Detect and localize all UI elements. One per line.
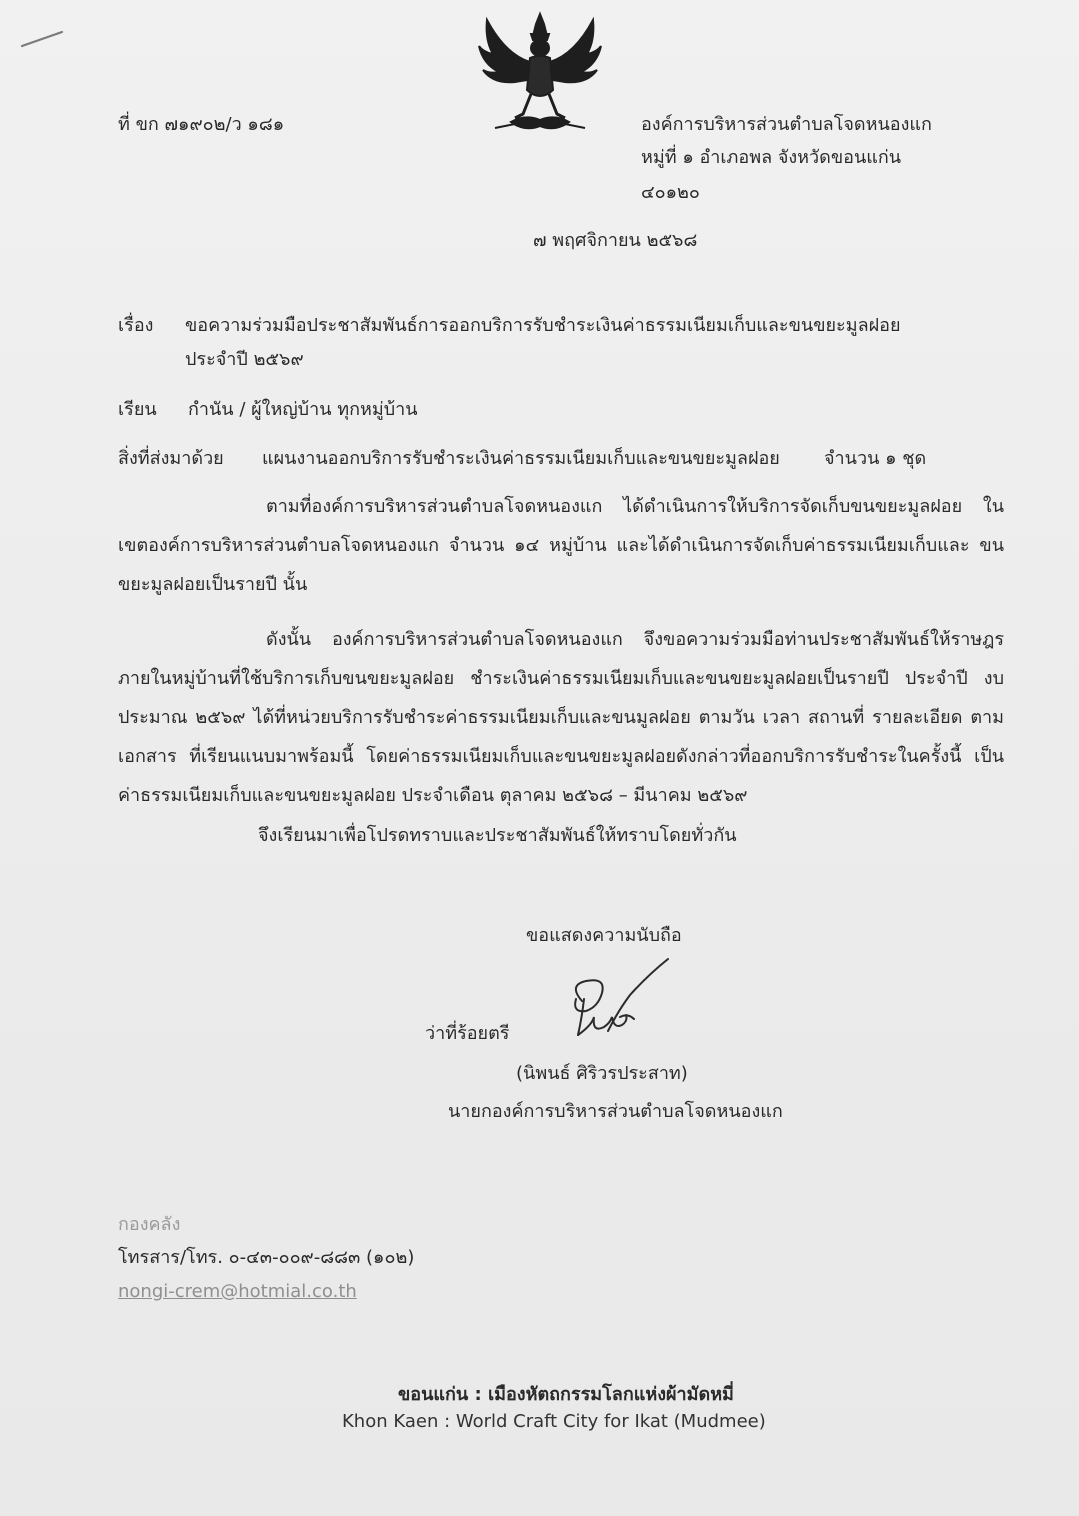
division-name: กองคลัง [118, 1214, 181, 1235]
addressee-text: กำนัน / ผู้ใหญ่บ้าน ทุกหมู่บ้าน [188, 399, 418, 420]
contact-phone: โทรสาร/โทร. ๐-๔๓-๐๐๙-๘๘๓ (๑๐๒) [118, 1247, 415, 1268]
org-address: หมู่ที่ ๑ อำเภอพล จังหวัดขอนแก่น [641, 147, 902, 168]
letter-date: ๗ พฤศจิกายน ๒๕๖๘ [533, 230, 698, 251]
addressee-label: เรียน [118, 399, 157, 420]
pen-mark-icon [18, 28, 68, 52]
garuda-emblem-icon [475, 10, 605, 138]
handwritten-signature-icon [548, 955, 678, 1050]
enclosure-quantity: จำนวน ๑ ชุด [824, 448, 927, 469]
org-name: องค์การบริหารส่วนตำบลโจดหนองแก [641, 114, 932, 135]
body-paragraph-1 [118, 487, 1004, 604]
reference-number: ที่ ขก ๗๑๙๐๒/ว ๑๘๑ [118, 114, 285, 135]
subject-text-line1: ขอความร่วมมือประชาสัมพันธ์การออกบริการรับชำระเงินค่าธรรมเนียมเก็บและขนขยะมูลฝอย [185, 315, 901, 336]
body-paragraph-1-text: ตามที่องค์การบริหารส่วนตำบลโจดหนองแก ได้ดำเนินการให้บริการจัดเก็บขนขยะมูลฝอย ในเขตองค์การบริหารส่วนตำบลโจดหนองแก จำนวน ๑๔ หมู่บ้าน และได้ดำเนินการจัดเก็บค่าธรรมเนียมเก็บและ ขนขยะมูลฝอยเป็นรายปี นั้น [118, 496, 1004, 595]
body-paragraph-2-text: ดังนั้น องค์การบริหารส่วนตำบลโจดหนองแก จึงขอความร่วมมือท่านประชาสัมพันธ์ให้ราษฎร ภายในหมู่บ้านที่ใช้บริการเก็บขนขยะมูลฝอย ชำระเงินค่าธรรมเนียมเก็บและขนขยะมูลฝอยเป็นรายปี ประจำปี งบประมาณ ๒๕๖๙ ได้ที่หน่วยบริการรับชำระค่าธรรมเนียมเก็บและขนมูลฝอย ตามวัน เวลา สถานที่ รายละเอียด ตามเอกสาร ที่เรียนแนบมาพร้อมนี้ โดยค่าธรรมเนียมเก็บและขนขยะมูลฝอยดังกล่าวที่ออกบริการรับชำระในครั้งนี้ เป็นค่าธรรมเนียมเก็บและขนขยะมูลฝอย ประจำเดือน ตุลาคม ๒๕๖๘ – มีนาคม ๒๕๖๙ [118, 629, 1004, 806]
body-paragraph-2 [118, 620, 1004, 815]
contact-email-link[interactable]: nongi-crem@hotmial.co.th [118, 1281, 357, 1302]
signatory-name: (นิพนธ์ ศิริวรประสาท) [516, 1063, 688, 1084]
closing-sentence: จึงเรียนมาเพื่อโปรดทราบและประชาสัมพันธ์ให้ทราบโดยทั่วกัน [258, 825, 737, 846]
footer-slogan-thai: ขอนแก่น : เมืองหัตถกรรมโลกแห่งผ้ามัดหมี่ [398, 1384, 734, 1405]
signatory-position: นายกองค์การบริหารส่วนตำบลโจดหนองแก [448, 1101, 783, 1122]
footer-slogan-english: Khon Kaen : World Craft City for Ikat (Mudmee) [342, 1411, 766, 1432]
enclosure-text: แผนงานออกบริการรับชำระเงินค่าธรรมเนียมเก็บและขนขยะมูลฝอย [262, 448, 780, 469]
enclosure-label: สิ่งที่ส่งมาด้วย [118, 448, 224, 469]
subject-text-line2: ประจำปี ๒๕๖๙ [185, 349, 304, 370]
org-postcode: ๔๐๑๒๐ [641, 182, 700, 203]
salutation: ขอแสดงความนับถือ [526, 925, 682, 946]
signatory-rank: ว่าที่ร้อยตรี [425, 1023, 510, 1044]
subject-label: เรื่อง [118, 315, 154, 336]
